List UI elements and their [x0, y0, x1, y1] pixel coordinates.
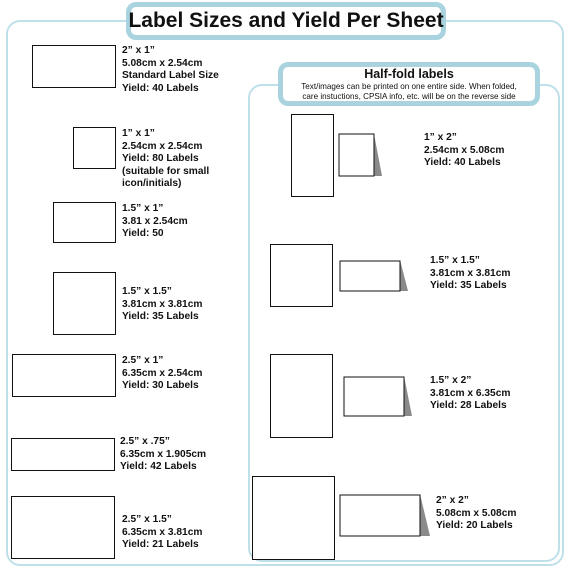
label-sample-2.5x1	[12, 354, 116, 397]
label-metric: 6.35cm x 1.905cm	[120, 448, 207, 460]
half-fold-spec-1.5x1.5	[430, 255, 510, 293]
label-spec-2.5x1.5	[122, 514, 202, 552]
label-sample-2x1	[32, 45, 116, 88]
half-fold-header	[278, 62, 540, 106]
label-yield: Yield: 20 Labels	[436, 520, 513, 531]
page-title	[126, 2, 446, 40]
label-spec-2.5x0.75	[120, 436, 206, 474]
label-metric: 3.81 x 2.54cm	[122, 215, 188, 227]
label-size: 2” x 1”	[122, 45, 155, 56]
label-yield: Yield: 21 Labels	[122, 539, 199, 550]
page-title-text: Label Sizes and Yield Per Sheet	[128, 9, 444, 32]
label-sample-2.5x0.75	[11, 438, 115, 471]
label-sample-1.5x1	[53, 202, 116, 243]
label-metric: 5.08cm x 5.08cm	[436, 507, 517, 519]
half-fold-spec-2x2	[436, 495, 516, 533]
fold-shadow	[374, 134, 382, 176]
label-note: (suitable for small	[122, 165, 210, 177]
label-metric: 3.81cm x 3.81cm	[430, 267, 511, 279]
half-fold-folded-icon-2x2	[336, 492, 436, 540]
half-fold-spec-1x2	[424, 132, 504, 170]
label-yield: Yield: 50	[122, 228, 164, 239]
label-size: 2” x 2”	[436, 495, 469, 506]
half-fold-sample-2x2	[252, 476, 335, 560]
label-size: 1.5” x 1”	[122, 203, 164, 214]
half-fold-sample-1.5x1.5	[270, 244, 333, 307]
label-spec-1.5x1	[122, 203, 188, 241]
half-fold-folded-icon-1x2	[336, 132, 386, 182]
label-yield: Yield: 40 Labels	[122, 82, 199, 94]
label-yield: Yield: 30 Labels	[122, 380, 199, 391]
label-size: 1.5” x 1.5”	[122, 286, 172, 297]
label-metric: 2.54cm x 2.54cm	[122, 140, 203, 152]
label-spec-1x1	[122, 128, 209, 191]
half-fold-spec-1.5x2	[430, 375, 510, 413]
label-size: 1.5” x 2”	[430, 375, 472, 386]
fold-front	[340, 261, 400, 291]
half-fold-folded-icon-1.5x1.5	[336, 258, 412, 294]
half-fold-note-line1: Text/images can be printed on one entire side. When folded,	[301, 82, 517, 91]
fold-shadow	[420, 494, 430, 536]
fold-shadow	[404, 376, 412, 416]
label-note: icon/initials)	[122, 178, 182, 189]
label-yield: Yield: 40 Labels	[424, 157, 501, 168]
label-metric: 6.35cm x 2.54cm	[122, 367, 203, 379]
label-metric: 5.08cm x 2.54cm	[122, 57, 203, 69]
label-sample-2.5x1.5	[11, 496, 115, 559]
label-metric: 3.81cm x 3.81cm	[122, 298, 203, 310]
label-extra: Standard Label Size	[122, 70, 219, 81]
fold-front	[344, 377, 404, 416]
label-sample-1x1	[73, 127, 116, 169]
label-yield: Yield: 42 Labels	[120, 461, 197, 472]
fold-front	[340, 495, 420, 536]
label-spec-1.5x1.5	[122, 286, 202, 324]
half-fold-folded-icon-1.5x2	[340, 374, 416, 420]
label-sample-1.5x1.5	[53, 272, 116, 335]
half-fold-title: Half-fold labels	[364, 67, 454, 81]
label-metric: 3.81cm x 6.35cm	[430, 387, 511, 399]
label-size: 1.5” x 1.5”	[430, 255, 480, 266]
half-fold-sample-1x2	[291, 114, 334, 197]
half-fold-note-line2: care instuctions, CPSIA info, etc. will be on the reverse side	[302, 91, 516, 101]
label-yield: Yield: 80 Labels	[122, 153, 199, 164]
label-size: 2.5” x 1”	[122, 355, 164, 366]
fold-shadow	[400, 260, 408, 291]
label-metric: 2.54cm x 5.08cm	[424, 144, 505, 156]
label-yield: Yield: 35 Labels	[122, 311, 199, 322]
label-size: 1” x 1”	[122, 128, 155, 139]
fold-front	[339, 134, 374, 176]
label-yield: Yield: 28 Labels	[430, 400, 507, 411]
label-size: 1” x 2”	[424, 132, 457, 143]
label-metric: 6.35cm x 3.81cm	[122, 526, 203, 538]
half-fold-sample-1.5x2	[270, 354, 333, 438]
label-yield: Yield: 35 Labels	[430, 280, 507, 291]
label-spec-2x1	[122, 45, 219, 95]
label-size: 2.5” x 1.5”	[122, 514, 172, 525]
label-spec-2.5x1	[122, 355, 202, 393]
label-size: 2.5” x .75”	[120, 436, 170, 447]
